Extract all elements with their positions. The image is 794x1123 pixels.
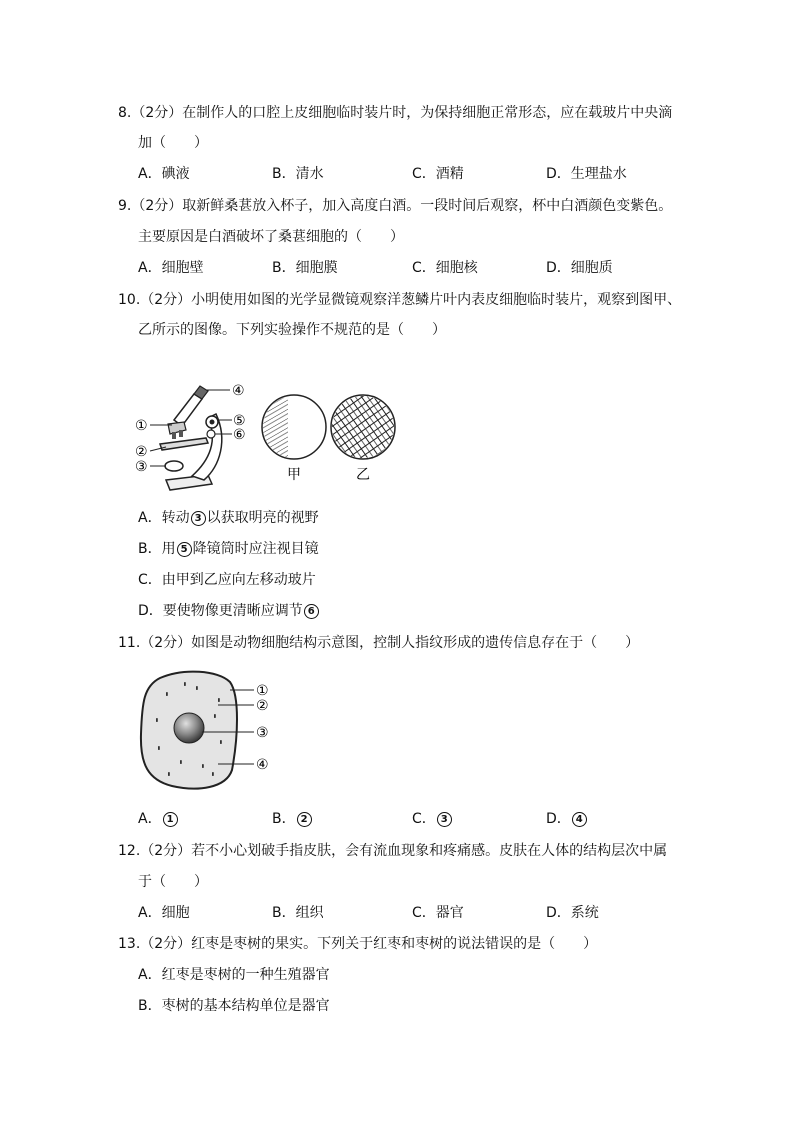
q9-option-d: D．细胞质 xyxy=(546,260,613,276)
q10-option-a: A．转动 3 以获取明亮的视野 xyxy=(138,510,319,526)
q12-option-c: C．器官 xyxy=(412,905,464,921)
circled-number-1: 1 xyxy=(163,812,178,827)
q12-option-b: B．组织 xyxy=(272,905,324,921)
q10-stem-line2: 乙所示的图像。下列实验操作不规范的是（ ） xyxy=(138,322,446,338)
cell-label-2: ② xyxy=(256,698,269,714)
q9-stem-line1: 9.（2分）取新鲜桑葚放入杯子，加入高度白酒。一段时间后观察，杯中白酒颜色变紫色。 xyxy=(118,198,673,214)
cell-label-3: ③ xyxy=(256,725,269,741)
microscope-nosepiece xyxy=(168,422,186,434)
q8-stem-line2: 加（ ） xyxy=(138,135,208,151)
q8-option-d: D．生理盐水 xyxy=(546,166,627,182)
view-jia-cells xyxy=(262,395,288,459)
q12-option-d: D．系统 xyxy=(546,905,599,921)
q11-option-d: D． 4 xyxy=(546,809,588,829)
q13-option-a: A．红枣是枣树的一种生殖器官 xyxy=(138,967,330,983)
q11-option-a: A． 1 xyxy=(138,809,179,829)
q12-stem-line2: 于（ ） xyxy=(138,874,208,890)
circled-number-6: 6 xyxy=(304,604,319,619)
microscope-tube xyxy=(174,394,202,426)
q13-option-b: B．枣树的基本结构单位是器官 xyxy=(138,998,330,1014)
q10-option-d: D．要使物像更清晰应调节 6 xyxy=(138,601,320,621)
circled-number-3: 3 xyxy=(191,511,206,526)
q10-option-b: B．用 5 降镜筒时应注视目镜 xyxy=(138,541,319,557)
q8-option-b: B．清水 xyxy=(272,166,324,182)
q11-stem-line1: 11.（2分）如图是动物细胞结构示意图，控制人指纹形成的遗传信息存在于（ ） xyxy=(118,635,640,651)
circled-number-4: 4 xyxy=(572,812,587,827)
microscope-label-5: ⑤ xyxy=(233,413,246,429)
q12-stem-line1: 12.（2分）若不小心划破手指皮肤，会有流血现象和疼痛感。皮肤在人体的结构层次中属 xyxy=(118,843,668,859)
q13-stem-line1: 13.（2分）红枣是枣树的果实。下列关于红枣和枣树的说法错误的是（ ） xyxy=(118,936,598,952)
circled-number-5: 5 xyxy=(177,542,192,557)
q9-option-a: A．细胞壁 xyxy=(138,260,204,276)
cell-nucleus xyxy=(174,713,204,743)
microscope-label-4: ④ xyxy=(232,383,245,399)
q8-stem-line1: 8.（2分）在制作人的口腔上皮细胞临时装片时，为保持细胞正常形态，应在载玻片中央滴 xyxy=(118,105,673,121)
view-jia-label: 甲 xyxy=(287,467,301,483)
microscope-label-6: ⑥ xyxy=(233,427,246,443)
view-yi-label: 乙 xyxy=(356,467,370,483)
q10-option-c: C．由甲到乙应向左移动玻片 xyxy=(138,572,316,588)
q9-option-c: C．细胞核 xyxy=(412,260,478,276)
q9-stem-line2: 主要原因是白酒破坏了桑葚细胞的（ ） xyxy=(138,229,404,245)
q11-option-b: B． 2 xyxy=(272,809,313,829)
fine-knob xyxy=(207,430,215,438)
cell-label-4: ④ xyxy=(256,757,269,773)
microscope-label-3: ③ xyxy=(135,459,148,475)
microscope-figure xyxy=(130,380,390,495)
q9-option-b: B．细胞膜 xyxy=(272,260,338,276)
circled-number-3: 3 xyxy=(437,812,452,827)
circled-number-2: 2 xyxy=(297,812,312,827)
animal-cell-figure xyxy=(138,668,278,798)
microscope-mirror xyxy=(165,461,183,471)
q10-stem-line1: 10.（2分）小明使用如图的光学显微镜观察洋葱鳞片叶内表皮细胞临时装片，观察到图甲、 xyxy=(118,292,682,308)
q12-option-a: A．细胞 xyxy=(138,905,190,921)
q8-option-c: C．酒精 xyxy=(412,166,464,182)
q11-option-c: C． 3 xyxy=(412,809,453,829)
microscope-label-1: ① xyxy=(135,418,148,434)
microscope-stage xyxy=(160,438,208,450)
microscope-label-2: ② xyxy=(135,444,148,460)
q8-option-a: A．碘液 xyxy=(138,166,190,182)
cell-label-1: ① xyxy=(256,683,269,699)
